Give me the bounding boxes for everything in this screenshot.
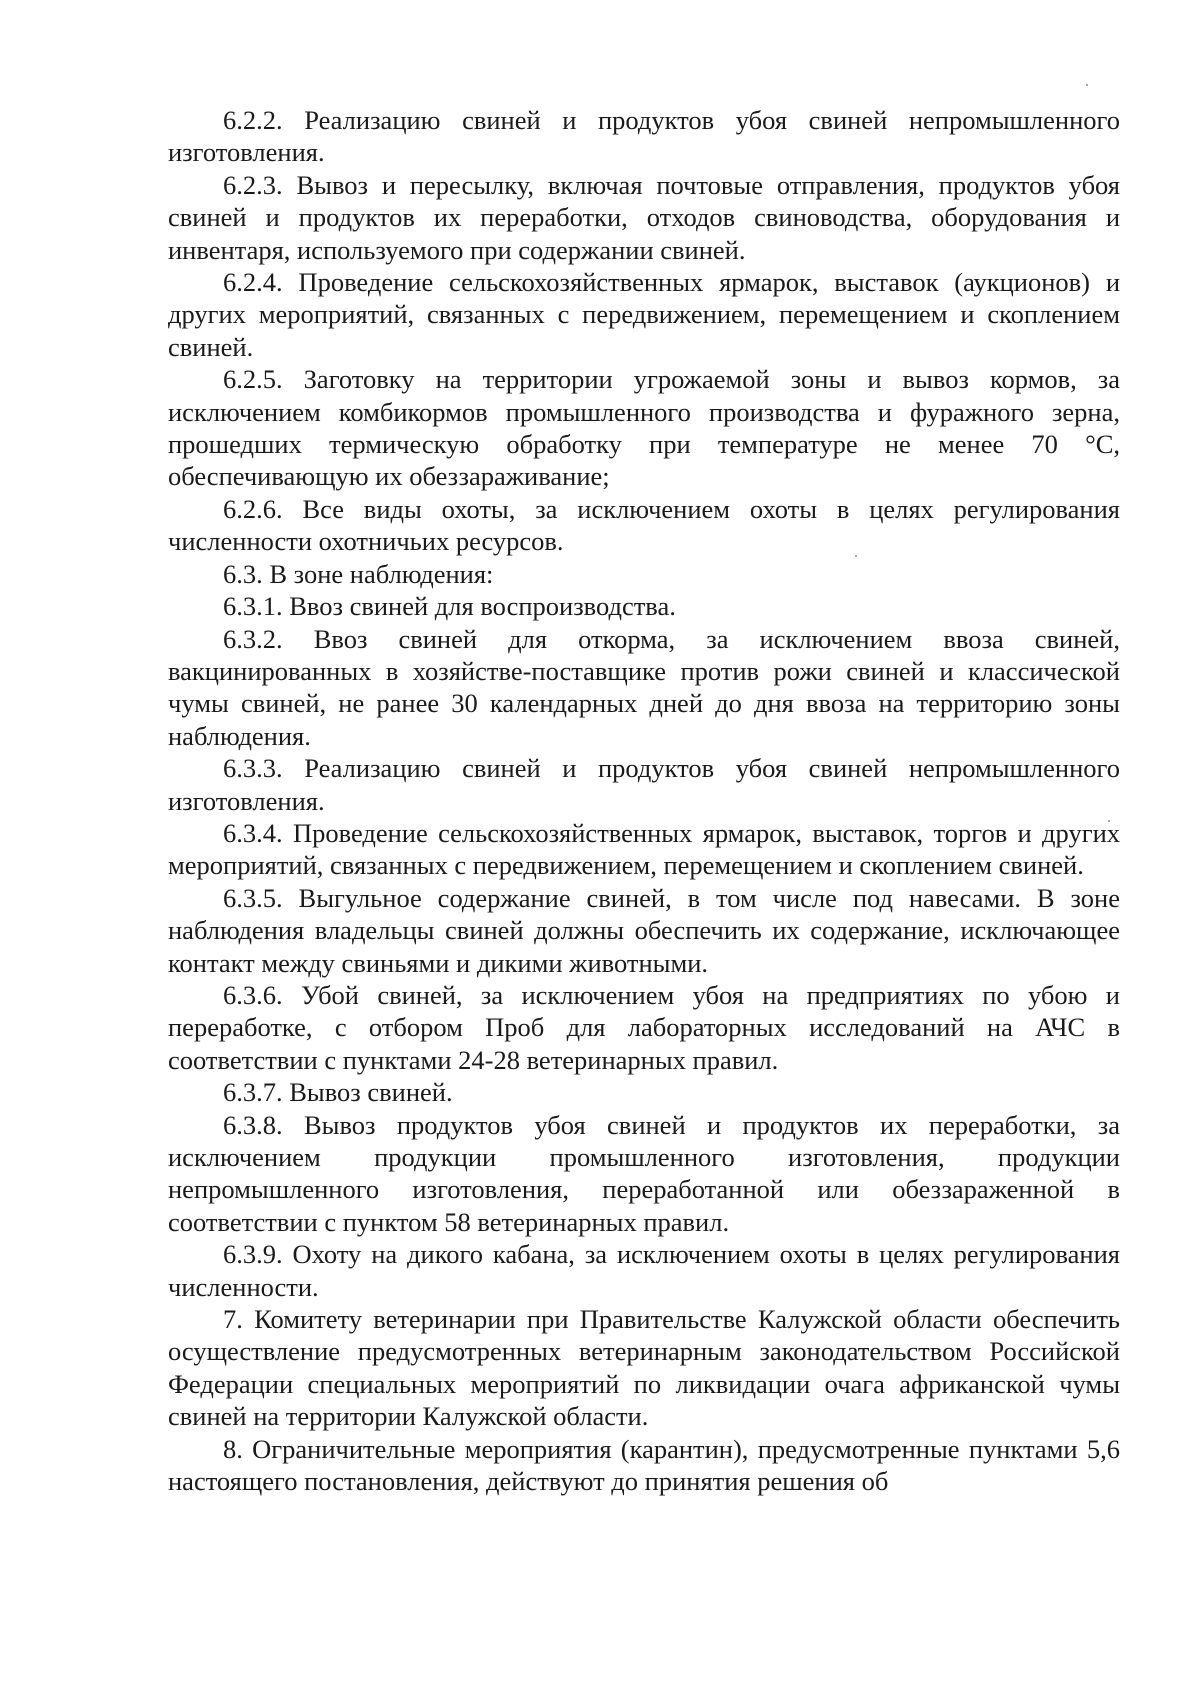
paragraph-6-3-8: 6.3.8. Вывоз продуктов убоя свиней и продуктов их переработки, за исключением продукции промышленного изготовления, продукции непромышленного изготовления, переработанной или обеззараженной в соответствии с пунктом 58 ветеринарных правил. — [168, 1109, 1120, 1237]
paragraph-6-2-5: 6.2.5. Заготовку на территории угрожаемой зоны и вывоз кормов, за исключением комбикормов промышленного производства и фуражного зерна, прошедших термическую обработку при температуре не менее 70 °С, обеспечивающую их обеззараживание; — [168, 364, 1120, 492]
paragraph-6-3-9: 6.3.9. Охоту на дикого кабана, за исключением охоты в целях регулирования численности. — [168, 1239, 1120, 1302]
paragraph-6-3-3: 6.3.3. Реализацию свиней и продуктов убоя свиней непромышленного изготовления. — [168, 753, 1120, 816]
paragraph-8: 8. Ограничительные мероприятия (карантин), предусмотренные пунктами 5,6 настоящего постановления, действуют до принятия решения об — [168, 1433, 1120, 1497]
paragraph-6-3: 6.3. В зоне наблюдения: — [223, 558, 494, 589]
scan-speck — [1086, 84, 1088, 86]
paragraph-6-3-4: 6.3.4. Проведение сельскохозяйственных ярмарок, выставок, торгов и других мероприятий, связанных с передвижением, перемещением и скоплением свиней. — [168, 817, 1120, 881]
paragraph-6-3-1: 6.3.1. Ввоз свиней для воспроизводства. — [223, 591, 676, 622]
paragraph-6-2-3: 6.2.3. Вывоз и пересылку, включая почтовые отправления, продуктов убоя свиней и продуктов их переработки, отходов свиноводства, оборудования и инвентаря, используемого при содержании свиней. — [168, 169, 1120, 265]
paragraph-6-3-7: 6.3.7. Вывоз свиней. — [223, 1077, 453, 1108]
paragraph-6-3-6: 6.3.6. Убой свиней, за исключением убоя на предприятиях по убою и переработке, с отбором Проб для лабораторных исследований на АЧС в соответствии с пунктами 24-28 ветеринарных правил. — [168, 979, 1120, 1075]
paragraph-6-2-4: 6.2.4. Проведение сельскохозяйственных ярмарок, выставок (аукционов) и других мероприятий, связанных с передвижением, перемещением и скоплением свиней. — [168, 267, 1120, 362]
paragraph-6-3-5: 6.3.5. Выгульное содержание свиней, в том числе под навесами. В зоне наблюдения владельцы свиней должны обеспечить их содержание, исключающее контакт между свиньями и дикими животными. — [168, 882, 1120, 978]
paragraph-7: 7. Комитету ветеринарии при Правительстве Калужской области обеспечить осуществление предусмотренных ветеринарным законодательством Российской Федерации специальных мероприятий по ликвидации очага африканской чумы свиней на территории Калужской области. — [168, 1304, 1120, 1432]
paragraph-6-3-2: 6.3.2. Ввоз свиней для откорма, за исключением ввоза свиней, вакцинированных в хозяйстве-поставщике против рожи свиней и классической чумы свиней, не ранее 30 календарных дней до дня ввоза на территорию зоны наблюдения. — [168, 623, 1120, 751]
paragraph-6-2-6: 6.2.6. Все виды охоты, за исключением охоты в целях регулирования численности охотничьих ресурсов. — [168, 493, 1120, 557]
paragraph-6-2-2: 6.2.2. Реализацию свиней и продуктов убоя свиней непромышленного изготовления. — [168, 105, 1120, 168]
document-body — [168, 104, 1120, 1497]
